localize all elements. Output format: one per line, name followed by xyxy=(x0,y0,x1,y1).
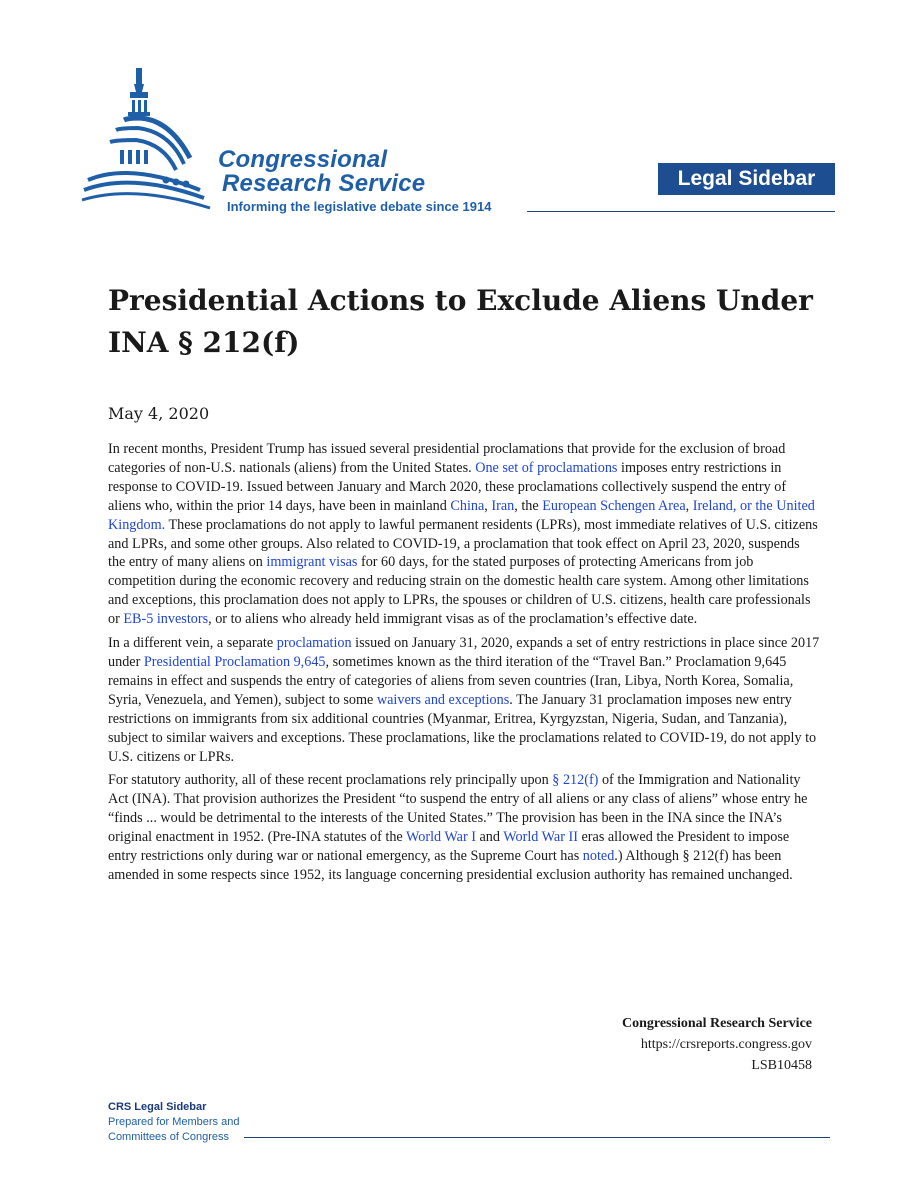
link-section-212f[interactable]: § 212(f) xyxy=(552,772,599,789)
org-tagline: Informing the legislative debate since 1914 xyxy=(227,199,492,214)
footer-line2: Prepared for Members and xyxy=(108,1116,240,1128)
text: eras allowed the President to impose entry restrictions only during war or national emergency, as the Supreme Court has xyxy=(108,829,790,865)
footer xyxy=(108,1100,239,1145)
text: These proclamations do not apply to lawful permanent residents (LPRs), most immediate relatives of U.S. citizens and LPRs, and some other groups. Also related to COVID-19, a proclamation that took effect on April 23, 2020, suspends the entry of many aliens on xyxy=(108,516,818,571)
article-body xyxy=(108,440,820,890)
link-waivers-and-exceptions[interactable]: waivers and exceptions xyxy=(376,691,510,708)
footer-line1: CRS Legal Sidebar xyxy=(108,1101,207,1113)
link-proclamation-9645[interactable]: Presidential Proclamation 9,645 xyxy=(143,653,326,670)
text: , or to aliens who already held immigrant visas as of the proclamation’s effective date. xyxy=(208,611,698,628)
paragraph-3 xyxy=(108,771,820,884)
text: issued on January 31, 2020, expands a set of entry restrictions in place since 2017 under xyxy=(108,635,820,670)
crs-logo xyxy=(80,62,540,222)
legal-sidebar-badge: Legal Sidebar xyxy=(658,163,835,195)
link-iran[interactable]: Iran xyxy=(491,497,515,514)
text: , sometimes known as the third iteration of the “Travel Ban.” Proclamation 9,645 remains in effect and suspends the entry of categories of aliens from seven countries (Iran, Libya, North Korea, Somalia, Syria, Venezuela, and Yemen), subject to some xyxy=(108,653,794,708)
text: , the xyxy=(514,497,543,514)
paragraph-2 xyxy=(108,634,820,766)
page-title: Presidential Actions to Exclude Aliens Under INA § 212(f) xyxy=(108,284,813,359)
org-name-line2: Research Service xyxy=(222,170,426,197)
text: In recent months, President Trump has issued several presidential proclamations that provide for the exclusion of broad categories of non-U.S. nationals (aliens) from the United States. xyxy=(108,441,786,476)
org-name-line1: Congressional xyxy=(218,146,388,173)
link-proclamation[interactable]: proclamation xyxy=(276,635,352,652)
header-divider xyxy=(527,211,835,212)
text: , xyxy=(685,497,693,514)
signature-org: Congressional Research Service xyxy=(621,1016,812,1031)
link-world-war-i[interactable]: World War I xyxy=(406,829,476,846)
footer-line3: Committees of Congress xyxy=(108,1131,230,1143)
link-noted[interactable]: noted xyxy=(582,848,615,865)
capitol-dome-icon xyxy=(80,62,220,214)
publication-date: May 4, 2020 xyxy=(108,404,210,423)
link-ireland-uk[interactable]: Ireland, or the United Kingdom. xyxy=(108,497,815,533)
link-china[interactable]: China xyxy=(450,497,485,514)
text: , xyxy=(484,497,492,514)
paragraph-1 xyxy=(108,440,820,629)
report-id: LSB10458 xyxy=(751,1058,812,1073)
signature-block xyxy=(622,1013,812,1076)
text: . The January 31 proclamation imposes new entry restrictions on immigrants from six additional countries (Myanmar, Eritrea, Kyrgyzstan, Nigeria, Sudan, and Tanzania), subject to similar waivers and exceptions. These proclamations, like the proclamations related to COVID-19, do not apply to U.S. citizens or LPRs. xyxy=(108,691,817,765)
link-eb5-investors[interactable]: EB-5 investors xyxy=(123,611,209,628)
signature-url: https://crsreports.congress.gov xyxy=(640,1037,812,1052)
text: For statutory authority, all of these recent proclamations rely principally upon xyxy=(108,772,553,789)
text: and xyxy=(475,829,504,846)
text: In a different vein, a separate xyxy=(108,635,277,652)
text: for 60 days, for the stated purposes of protecting Americans from job competition during the economic recovery and reducing strain on the domestic health care system. Among other limitations and exceptions, this proclamation does not apply to LPRs, the spouses or children of U.S. citizens, health care professionals or xyxy=(108,554,811,628)
text: imposes entry restrictions in response to COVID-19. Issued between January and March 2020, these proclamations collectively suspend the entry of aliens who, within the prior 14 days, have been in mainland xyxy=(108,459,787,514)
link-immigrant-visas[interactable]: immigrant visas xyxy=(266,554,358,571)
text: .) Although § 212(f) has been amended in some respects since 1952, its language concerning presidential exclusion authority has remained unchanged. xyxy=(108,848,793,883)
link-one-set-of-proclamations[interactable]: One set of proclamations xyxy=(475,459,618,476)
link-european-schengen-area[interactable]: European Schengen Area xyxy=(542,497,686,514)
footer-divider xyxy=(244,1137,830,1138)
text: of the Immigration and Nationality Act (INA). That provision authorizes the President “to suspend the entry of all aliens or any class of aliens” whose entry he “finds ... would be detrimental to the interests of the United States.” The provision has been in the INA since the INA’s original enactment in 1952. (Pre-INA statutes of the xyxy=(108,772,808,846)
link-world-war-ii[interactable]: World War II xyxy=(503,829,578,846)
